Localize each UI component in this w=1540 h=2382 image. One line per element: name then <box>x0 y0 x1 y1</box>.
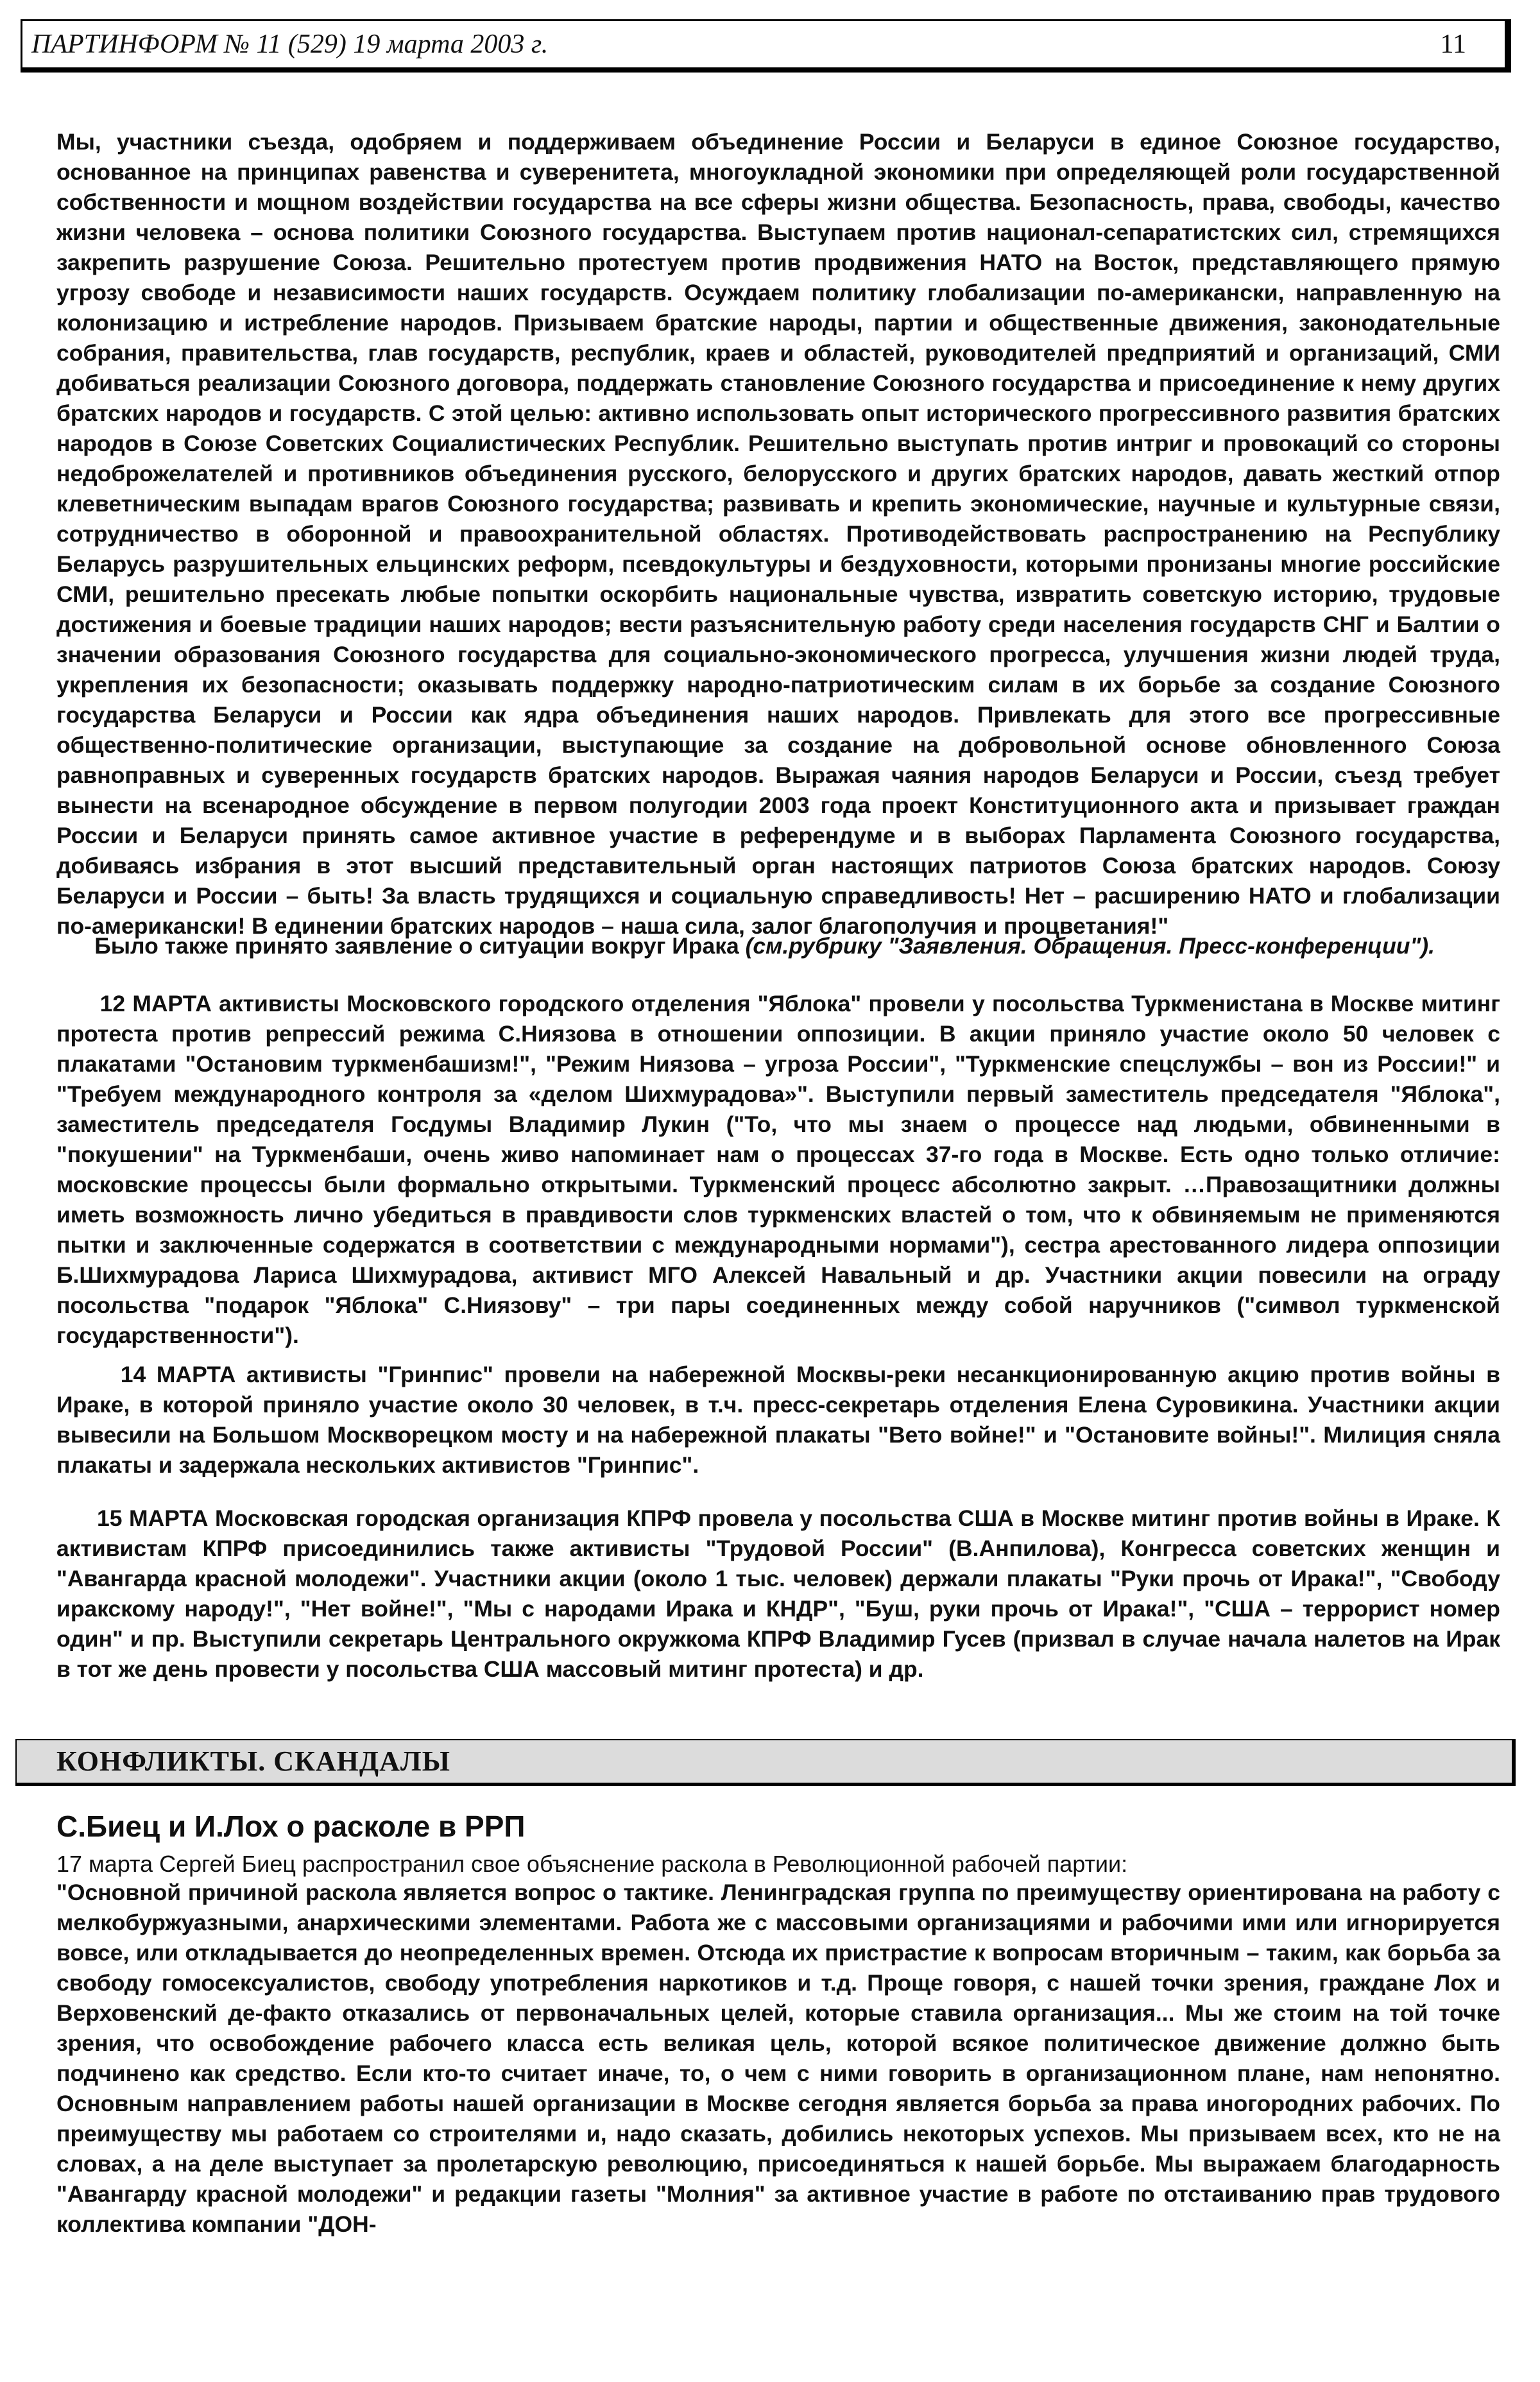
paragraph-march-12-yabloko <box>56 989 1500 1351</box>
page-number: 11 <box>1440 30 1466 59</box>
page-header <box>21 19 1511 73</box>
paragraph-march-14-greenpeace <box>56 1360 1500 1480</box>
paragraph-iraq-statement-note <box>56 931 1500 961</box>
paragraph-union-state-resolution: Мы, участники съезда, одобряем и поддерживаем объединение России и Беларуси в единое Союзное государство, основанное на принципах равенства и суверенитета, многоукладной экономики при определяющей роли государственной собственности и мощном воздействии государства на все сферы жизни общества. Безопасность, права, свободы, качество жизни человека – основа политики Союзного государства. Выступаем против национал-сепаратистских сил, стремящихся закрепить разрушение Союза. Решительно протестуем против продвижения НАТО на Восток, представляющего прямую угрозу свободе и независимости наших государств. Осуждаем политику глобализации по-американски, направленную на колонизацию и истребление народов. Призываем братские народы, партии и общественные движения, законодательные собрания, правительства, глав государств, республик, краев и областей, руководителей предприятий и организаций, СМИ добиваться реализации Союзного договора, поддержать становление Союзного государства и присоединение к нему других братских народов и государств. С этой целью: активно использовать опыт исторического прогрессивного развития братских народов в Союзе Советских Социалистических Республик. Решительно выступать против интриг и провокаций со стороны недоброжелателей и противников объединения русского, белорусского и других братских народов, давать жесткий отпор клеветническим выпадам врагов Союзного государства; развивать и крепить экономические, научные и культурные связи, сотрудничество в оборонной и правоохранительной областях. Противодействовать распространению на Республику Беларусь разрушительных ельцинских реформ, псевдокультуры и бездуховности, которыми пронизаны многие российские СМИ, решительно пресекать любые попытки оскорбить национальные чувства, извратить советскую историю, трудовые достижения и боевые традиции наших народов; вести разъяснительную работу среди населения государств СНГ и Балтии о значении образования Союзного государства для социально-экономического прогресса, улучшения жизни людей труда, укрепления их безопасности; оказывать поддержку народно-патриотическим силам в их борьбе за создание Союзного государства Беларуси и России как ядра объединения наших народов. Привлекать для этого все прогрессивные общественно-политические организации, выступающие за создание на добровольной основе обновленного Союза равноправных и суверенных государств братских народов. Выражая чаяния народов Беларуси и России, съезд требует вынести на всенародное обсуждение в первом полугодии 2003 года проект Конституционного акта и призывает граждан России и Беларуси принять самое активное участие в референдуме и в выборах Парламента Союзного государства, добиваясь избрания в этот высший представительный орган настоящих патриотов Союза братских народов. Союзу Беларуси и России – быть! За власть трудящихся и социальную справедливость! Нет – расширению НАТО и глобализации по-американски! В единении братских народов – наша сила, залог благополучия и процветания!" <box>56 129 1500 939</box>
paragraph-march-15-kprf <box>56 1504 1500 1684</box>
newspaper-issue-title: ПАРТИНФОРМ № 11 (529) 19 марта 2003 г. <box>31 30 549 59</box>
article-intro: 17 марта Сергей Биец распространил свое объяснение раскола в Революционной рабочей партии: <box>56 1851 1128 1877</box>
march-15-text: 15 МАРТА Московская городская организация КПРФ провела у посольства США в Москве митинг против войны в Ираке. К активистам КПРФ присоединились также активисты "Трудовой России" (В.Анпилова), Конгресса советских женщин и "Авангарда красной молодежи". Участники акции (около 1 тыс. человек) держали плакаты "Руки прочь от Ирака!", "Свободу иракскому народу!", "Нет войне!", "Мы с народами Ирака и КНДР", "Буш, руки прочь от Ирака!", "США – террорист номер один" и пр. Выступили секретарь Центрального окружкома КПРФ Владимир Гусев (призвал в случае начала налетов на Ирак в тот же день провести у посольства США массовый митинг протеста) и др. <box>56 1505 1500 1682</box>
march-14-text: 14 МАРТА активисты "Гринпис" провели на набережной Москвы-реки несанкционированную акцию против войны в Ираке, в которой приняло участие около 30 человек, в т.ч. пресс-секретарь отделения Елена Суровикина. Участники акции вывесили на Большом Москворецком мосту и на набережной плакаты "Вето войне!" и "Остановите войны!". Милиция сняла плакаты и задержала нескольких активистов "Гринпис". <box>56 1362 1500 1478</box>
section-heading: КОНФЛИКТЫ. СКАНДАЛЫ <box>56 1745 450 1777</box>
article-title: С.Биец и И.Лох о расколе в РРП <box>56 1810 526 1843</box>
section-heading-bar <box>15 1739 1516 1786</box>
iraq-statement-text: Было также принято заявление о ситуации вокруг Ирака <box>94 933 746 959</box>
march-12-text: 12 МАРТА активисты Московского городского отделения "Яблока" провели у посольства Туркменистана в Москве митинг протеста против репрессий режима С.Ниязова в отношении оппозиции. В акции приняло участие около 50 человек с плакатами "Остановим туркменбашизм!", "Режим Ниязова – угроза России", "Туркменские спецслужбы – вон из России!" и "Требуем международного контроля за «делом Шихмурадова»". Выступили первый заместитель председателя "Яблока", заместитель председателя Госдумы Владимир Лукин ("То, что мы знаем о процессе над людьми, обвиненными в "покушении" на Туркменбаши, очень живо напоминает нам о процессах 37-го года в Москве. Есть одно только отличие: московские процессы были формально открытыми. Туркменский процесс абсолютно закрыт. …Правозащитники должны иметь возможность лично убедиться в правдивости слов туркменских властей о том, что к обвиняемым не применяются пытки и заключенные содержатся в соответствии с международными нормами"), сестра арестованного лидера оппозиции Б.Шихмурадова Лариса Шихмурадова, активист МГО Алексей Навальный и др. Участники акции повесили на ограду посольства "подарок "Яблока" С.Ниязову" – три пары соединенных между собой наручников ("символ туркменской государственности"). <box>56 991 1500 1348</box>
article-quote: "Основной причиной раскола является вопрос о тактике. Ленинградская группа по преимуществу ориентирована на работу с мелкобуржуазными, анархическими элементами. Работа же с массовыми организациями и рабочими ими или игнорируется вовсе, или откладывается до неопределенных времен. Отсюда их пристрастие к вопросам вторичным – таким, как борьба за свободу гомосексуалистов, свободу употребления наркотиков и т.д. Проще говоря, с нашей точки зрения, граждане Лох и Верховенский де-факто отказались от первоначальных целей, которые ставила организация... Мы же стоим на той точке зрения, что освобождение рабочего класса есть великая цель, которой всякое политическое движение должно быть подчинено как средство. Если кто-то считает иначе, то, о чем с ними говорить в организационном плане, нам непонятно. Основным направлением работы нашей организации в Москве сегодня является борьба за права иногородних рабочих. По преимуществу мы работаем со строителями и, надо сказать, добились некоторых успехов. Мы призываем всех, кто не на словах, а на деле выступает за пролетарскую революцию, присоединяться к нашей борьбе. Мы выражаем благодарность "Авангарду красной молодежи" и редакции газеты "Молния" за активное участие в работе по отстаиванию прав трудового коллектива компании "ДОН- <box>56 1880 1500 2237</box>
rubric-reference: (см.рубрику "Заявления. Обращения. Пресс-конференции"). <box>745 933 1435 959</box>
